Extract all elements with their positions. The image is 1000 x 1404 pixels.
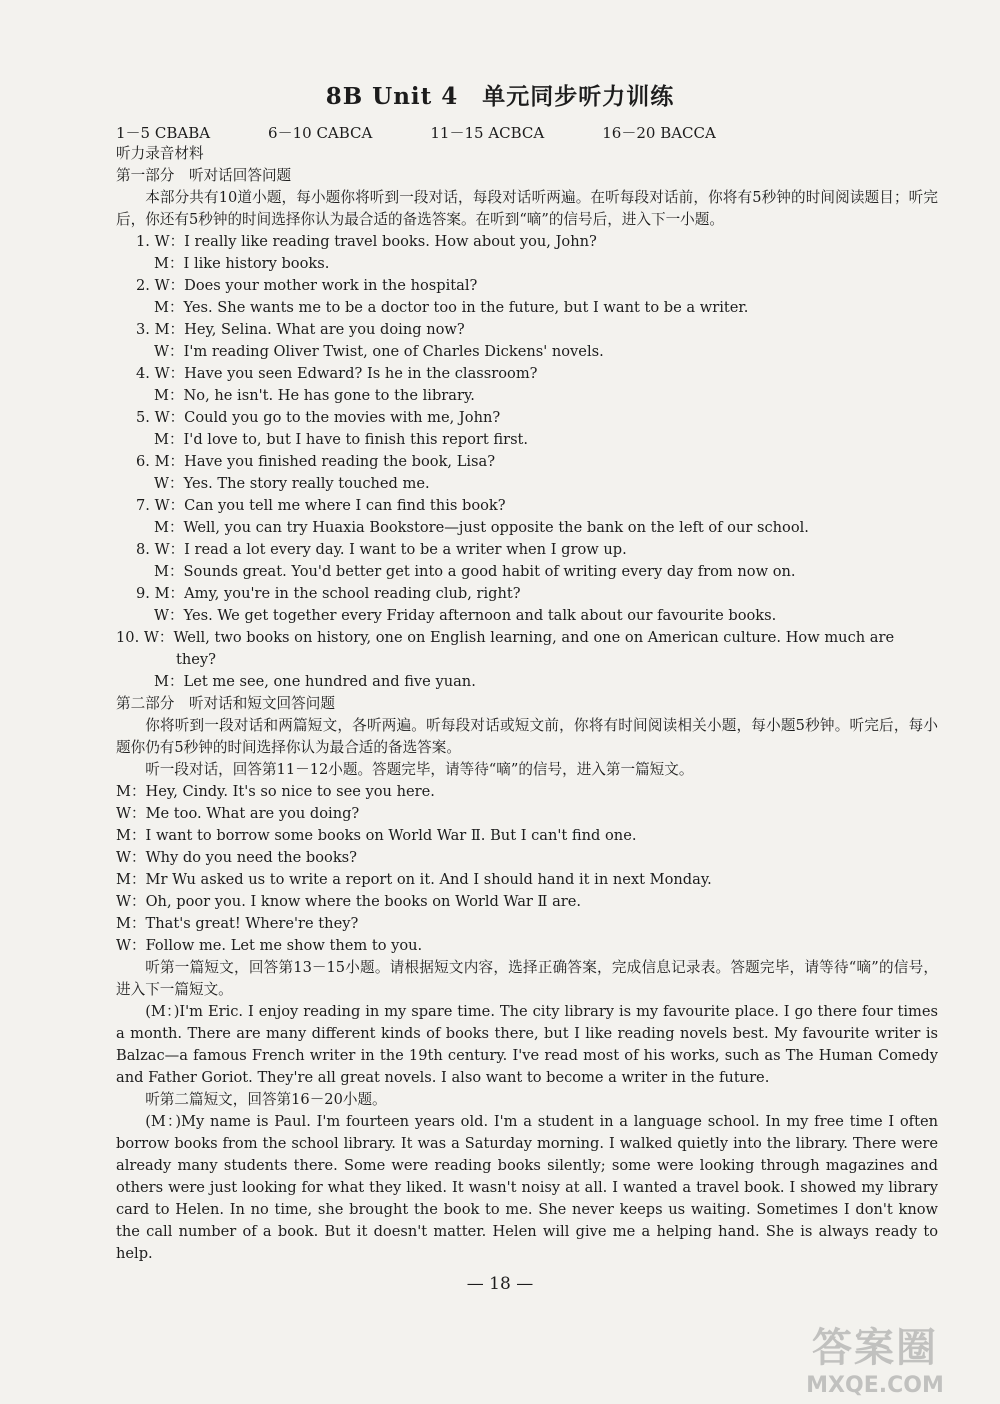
- dialogue-line: 7. W：Can you tell me where I can find this book?: [136, 497, 506, 514]
- watermark-url: MXQE.COM: [806, 1373, 944, 1398]
- part2-dialogue: [116, 781, 938, 957]
- dialogue-line: 6. M：Have you finished reading the book, Lisa?: [136, 453, 496, 470]
- answer-group: 6－10 CABCA: [268, 124, 373, 142]
- dialogue-line: M：Hey, Cindy. It's so nice to see you here.: [116, 783, 435, 800]
- dialogue-line: W：Oh, poor you. I know where the books on World War Ⅱ are.: [116, 893, 582, 910]
- dialogue-line: M：No, he isn't. He has gone to the library.: [154, 387, 475, 404]
- answer-group: 16－20 BACCA: [602, 124, 716, 142]
- dialogue-line: they?: [176, 651, 216, 668]
- dialogue-line: M：That's great! Where're they?: [116, 915, 359, 932]
- page-number: — 18 —: [466, 1274, 534, 1294]
- part2-instructions: 你将听到一段对话和两篇短文，各听两遍。听每段对话或短文前，你将有时间阅读相关小题，每小题5秒钟。听完后，每小题你仍有5秒钟的时间选择你认为最合适的备选答案。: [116, 717, 938, 756]
- part1-heading: 第一部分 听对话回答问题: [116, 167, 292, 184]
- dialogue-line: W：I'm reading Oliver Twist, one of Charles Dickens' novels.: [154, 343, 604, 360]
- dialogue-line: 10. W：Well, two books on history, one on English learning, and one on American culture. How much are: [116, 629, 895, 646]
- dialogue-line: 4. W：Have you seen Edward? Is he in the classroom?: [136, 365, 538, 382]
- watermark-logo: [770, 1316, 980, 1396]
- dialogue-line: M：Well, you can try Huaxia Bookstore—just opposite the bank on the left of our school.: [154, 519, 809, 536]
- dialogue-line: M：Let me see, one hundred and five yuan.: [154, 673, 476, 690]
- dialogue-line: 5. W：Could you go to the movies with me, John?: [136, 409, 501, 426]
- dialogue-line: 9. M：Amy, you're in the school reading club, right?: [136, 585, 521, 602]
- dialogue-line: 3. M：Hey, Selina. What are you doing now?: [136, 321, 465, 338]
- answer-group: 1－5 CBABA: [116, 124, 211, 142]
- passage1-intro: 听第一篇短文，回答第13－15小题。请根据短文内容，选择正确答案，完成信息记录表。答题完毕，请等待“嘀”的信号，进入下一篇短文。: [116, 959, 938, 998]
- dialogue-line: M：Yes. She wants me to be a doctor too in the future, but I want to be a writer.: [154, 299, 749, 316]
- part1-instructions: 本部分共有10道小题，每小题你将听到一段对话，每段对话听两遍。在听每段对话前，你将有5秒钟的时间阅读题目；听完后，你还有5秒钟的时间选择你认为最合适的备选答案。在听到“嘀”的信号后，进入下一小题。: [116, 189, 938, 228]
- dialogue-line: W：Why do you need the books?: [116, 849, 357, 866]
- passage2-intro: 听第二篇短文，回答第16－20小题。: [145, 1091, 387, 1108]
- part2-heading: 第二部分 听对话和短文回答问题: [116, 695, 335, 712]
- dialogue-line: M：I'd love to, but I have to finish this report first.: [154, 431, 529, 448]
- dialogue-line: 2. W：Does your mother work in the hospital?: [136, 277, 478, 294]
- dialogue-line: W：Me too. What are you doing?: [116, 805, 360, 822]
- transcript-content: [116, 143, 938, 1265]
- answer-key: [116, 122, 716, 143]
- material-label: 听力录音材料: [116, 145, 204, 162]
- dialogue-line: W：Yes. The story really touched me.: [154, 475, 430, 492]
- dialogue-line: W：Follow me. Let me show them to you.: [116, 937, 423, 954]
- dialogue-line: M：I like history books.: [154, 255, 330, 272]
- dialogue-line: W：Yes. We get together every Friday afternoon and talk about our favourite books.: [154, 607, 777, 624]
- dialogue-line: M：Sounds great. You'd better get into a good habit of writing every day from now on.: [154, 563, 796, 580]
- page-title: 8B Unit 4 单元同步听力训练: [325, 83, 675, 110]
- part1-dialogues: [116, 231, 938, 693]
- dialogue-line: M：Mr Wu asked us to write a report on it. And I should hand it in next Monday.: [116, 871, 712, 888]
- passage2-text: (M：)My name is Paul. I'm fourteen years old. I'm a student in a language school. In my free time I often borrow books from the school library. It was a Saturday morning. I walked quietly into the library. There were already many students there. Some were reading books silently; some were looking through magazines and others were just looking for what they liked. It wasn't noisy at all. I wanted a travel book. I showed my library card to Helen. In no time, she brought the book to me. She never keeps us waiting. Sometimes I don't know the call number of a book. But it doesn't matter. Helen will give me a helping hand. She is always ready to help.: [116, 1113, 938, 1262]
- dialogue-line: M：I want to borrow some books on World War Ⅱ. But I can't find one.: [116, 827, 637, 844]
- answer-group: 11－15 ACBCA: [430, 124, 545, 142]
- dialogue-line: 1. W：I really like reading travel books. How about you, John?: [136, 233, 597, 250]
- dialog-intro: 听一段对话，回答第11－12小题。答题完毕，请等待“嘀”的信号，进入第一篇短文。: [145, 761, 694, 778]
- passage1-text: (M：)I'm Eric. I enjoy reading in my spare time. The city library is my favourite place. I go there four times a month. There are many different kinds of books there, but I like reading novels best. My favourite writer is Balzac—a famous French writer in the 19th century. I've read most of his works, such as The Human Comedy and Father Goriot. They're all great novels. I also want to become a writer in the future.: [116, 1003, 938, 1086]
- dialogue-line: 8. W：I read a lot every day. I want to be a writer when I grow up.: [136, 541, 627, 558]
- watermark-text: 答案圈: [812, 1325, 938, 1371]
